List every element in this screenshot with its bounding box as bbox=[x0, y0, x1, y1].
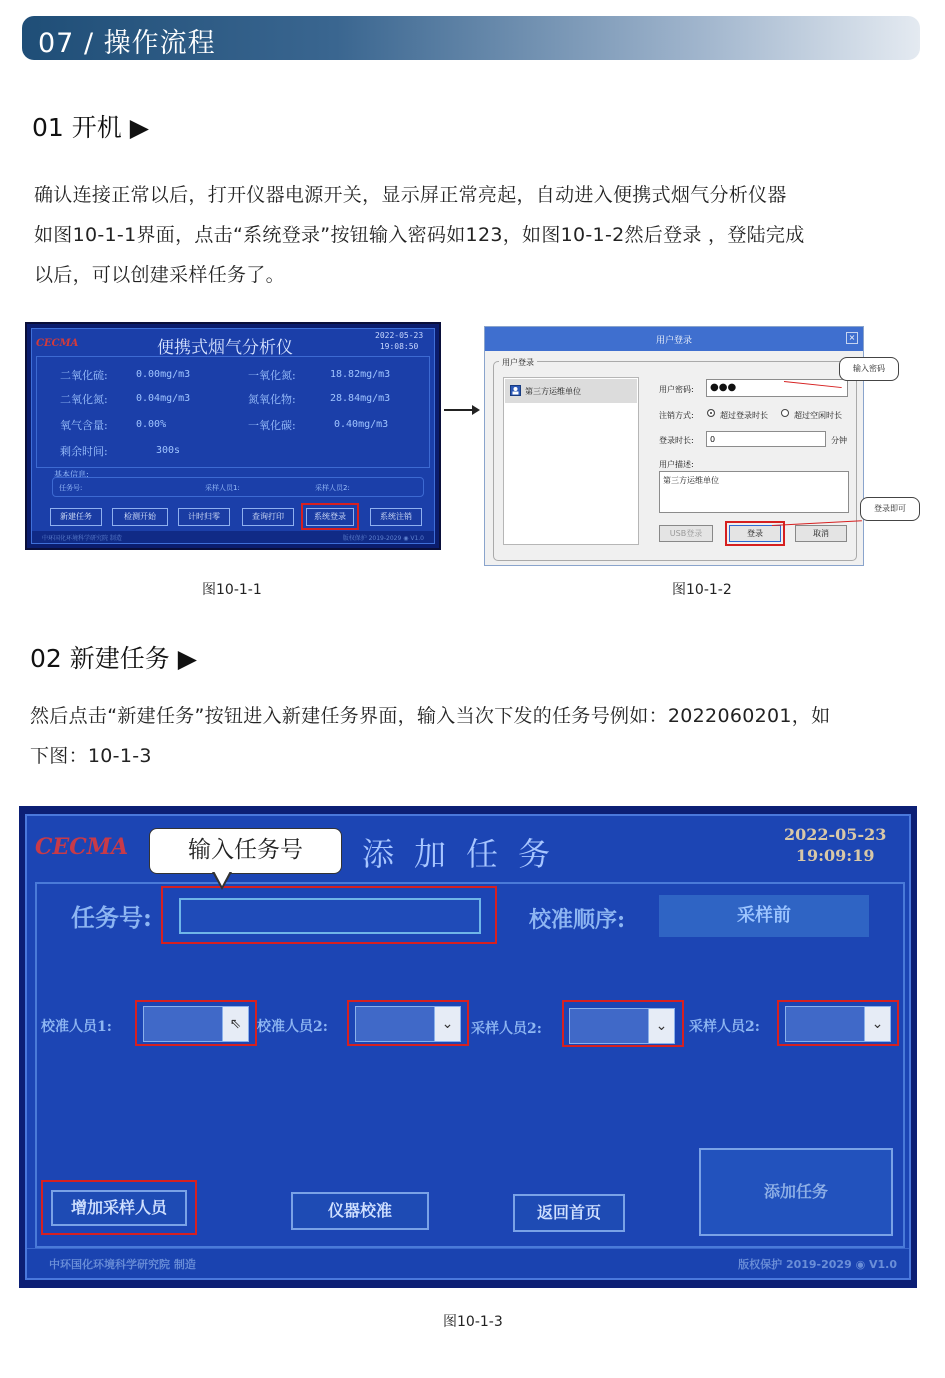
reading-value: 0.40mg/m3 bbox=[334, 419, 389, 430]
reading-label: 二氧化硫: bbox=[60, 369, 108, 382]
add-task-button[interactable]: 添加任务 bbox=[699, 1148, 893, 1236]
reading-value: 0.00% bbox=[136, 419, 167, 430]
analyzer-screen-frame bbox=[31, 328, 435, 544]
calibrator-1-label: 校准人员1: bbox=[41, 1019, 112, 1035]
system-logout-button[interactable]: 系统注销 bbox=[370, 508, 422, 526]
login-highlight-box bbox=[301, 503, 359, 530]
step1-heading: 01 开机 ▶ bbox=[32, 113, 149, 142]
task-number-highlight bbox=[161, 886, 497, 944]
radio-idle-duration[interactable] bbox=[781, 409, 789, 417]
screen-title: 便携式烟气分析仪 bbox=[157, 338, 293, 358]
remaining-time-label: 剩余时间: bbox=[60, 445, 108, 458]
chevron-down-icon: ⌄ bbox=[648, 1009, 674, 1043]
radio-login-duration[interactable] bbox=[707, 409, 715, 417]
add-task-screen-frame bbox=[25, 814, 911, 1280]
description-textarea[interactable]: 第三方运维单位 bbox=[659, 471, 849, 513]
callout-tail-fill bbox=[214, 871, 230, 886]
date-text: 2022-05-23 bbox=[375, 331, 424, 340]
chevron-down-icon: ⌄ bbox=[864, 1007, 890, 1041]
close-icon[interactable]: × bbox=[846, 332, 858, 344]
reading-label: 一氧化氮: bbox=[248, 369, 296, 382]
calibration-order-label: 校准顺序: bbox=[529, 907, 626, 933]
footer-copyright: 版权保护 2019-2029 ◉ V1.0 bbox=[738, 1258, 897, 1271]
fig2-caption: 图10-1-2 bbox=[672, 582, 732, 598]
step2-line-2: 下图：10-1-3 bbox=[30, 745, 152, 767]
user-list[interactable] bbox=[503, 377, 639, 545]
brand-logo: CECMA bbox=[35, 834, 129, 860]
time-text: 19:08:50 bbox=[379, 342, 419, 351]
password-label: 用户密码: bbox=[659, 385, 694, 394]
add-task-screen bbox=[19, 806, 917, 1288]
duration-label: 登录时长: bbox=[659, 436, 694, 445]
start-test-button[interactable]: 检测开始 bbox=[112, 508, 168, 526]
reading-value: 18.82mg/m3 bbox=[330, 369, 391, 380]
login-button[interactable]: 登录 bbox=[729, 525, 781, 542]
add-sampler-highlight bbox=[41, 1180, 197, 1235]
task-number-callout: 输入任务号 bbox=[149, 828, 342, 874]
footer-maker: 中环国化环境科学研究院 制造 bbox=[42, 535, 122, 542]
radio-login-duration-label: 超过登录时长 bbox=[720, 411, 768, 420]
screen-footer bbox=[27, 1248, 909, 1278]
fig3-caption: 图10-1-3 bbox=[443, 1314, 503, 1330]
password-input[interactable]: ●●● bbox=[706, 379, 848, 397]
datetime-display bbox=[784, 824, 886, 866]
datetime-display bbox=[375, 330, 423, 352]
step1-line-2: 如图10-1-1界面，点击“系统登录”按钮输入密码如123，如图10-1-2然后登录 ，登陆完成 bbox=[34, 224, 805, 246]
reading-value: 28.84mg/m3 bbox=[330, 393, 391, 404]
step2-paragraph bbox=[30, 696, 930, 776]
instrument-calibration-button[interactable]: 仪器校准 bbox=[291, 1192, 429, 1230]
calibrator-1-highlight bbox=[135, 1000, 257, 1046]
back-home-button[interactable]: 返回首页 bbox=[513, 1194, 625, 1232]
duration-unit: 分钟 bbox=[831, 436, 847, 445]
right-arrow-icon bbox=[444, 409, 478, 411]
basic-info-box bbox=[52, 477, 424, 497]
step1-line-1: 确认连接正常以后，打开仪器电源开关，显示屏正常亮起，自动进入便携式烟气分析仪器 bbox=[34, 184, 787, 206]
reading-label: 一氧化碳: bbox=[248, 419, 296, 432]
brand-logo: CECMA bbox=[36, 338, 79, 349]
user-list-item[interactable] bbox=[505, 379, 637, 403]
calibrator-2-highlight bbox=[347, 1000, 469, 1046]
reading-label: 二氧化氮: bbox=[60, 393, 108, 406]
description-label: 用户描述: bbox=[659, 460, 694, 469]
reading-value: 0.04mg/m3 bbox=[136, 393, 191, 404]
group-title: 用户登录 bbox=[499, 357, 537, 368]
info-task-number: 任务号: bbox=[59, 484, 83, 492]
step2-line-1: 然后点击“新建任务”按钮进入新建任务界面，输入当次下发的任务号例如：2022060201，如 bbox=[30, 705, 831, 727]
reading-label: 氮氧化物: bbox=[248, 393, 296, 406]
step1-paragraph bbox=[34, 175, 914, 295]
logout-mode-label: 注销方式: bbox=[659, 411, 694, 420]
calibrator-2-label: 校准人员2: bbox=[257, 1019, 328, 1035]
calibration-order-value[interactable]: 采样前 bbox=[659, 895, 869, 937]
reset-timer-button[interactable]: 计时归零 bbox=[178, 508, 230, 526]
system-login-button[interactable]: 系统登录 bbox=[306, 508, 354, 526]
dialog-titlebar bbox=[485, 327, 863, 351]
sampler-1-label: 采样人员2: bbox=[471, 1021, 542, 1037]
radio-idle-duration-label: 超过空闲时长 bbox=[794, 411, 842, 420]
sampler-2-highlight bbox=[777, 1000, 899, 1046]
screen-footer bbox=[32, 531, 434, 543]
sampler-1-highlight bbox=[562, 1000, 684, 1047]
section-header bbox=[22, 16, 920, 60]
fig1-caption: 图10-1-1 bbox=[202, 582, 262, 598]
time-text: 19:09:19 bbox=[795, 846, 875, 865]
analyzer-home-screen bbox=[25, 322, 441, 550]
screen-title: 添加任务 bbox=[362, 835, 571, 873]
info-sampler-1: 采样人员1: bbox=[205, 484, 240, 492]
date-text: 2022-05-23 bbox=[784, 825, 887, 844]
section-title: 07 / 操作流程 bbox=[38, 28, 216, 59]
footer-copyright: 版权保护 2019-2029 ◉ V1.0 bbox=[342, 535, 424, 542]
step2-heading: 02 新建任务 ▶ bbox=[30, 644, 197, 673]
cursor-icon: ⇖ bbox=[222, 1007, 248, 1041]
step1-line-3: 以后，可以创建采样任务了。 bbox=[34, 264, 285, 286]
reading-value: 0.00mg/m3 bbox=[136, 369, 191, 380]
add-sampler-button[interactable]: 增加采样人员 bbox=[51, 1190, 187, 1226]
dialog-title: 用户登录 bbox=[655, 336, 692, 346]
cancel-button[interactable]: 取消 bbox=[795, 525, 847, 542]
usb-login-button[interactable]: USB登录 bbox=[659, 525, 713, 542]
login-dialog bbox=[484, 326, 864, 566]
query-print-button[interactable]: 查询打印 bbox=[242, 508, 294, 526]
password-callout: 输入密码 bbox=[839, 357, 899, 381]
chevron-down-icon: ⌄ bbox=[434, 1007, 460, 1041]
info-sampler-2: 采样人员2: bbox=[315, 484, 350, 492]
task-number-label: 任务号: bbox=[71, 903, 152, 932]
sampler-2-label: 采样人员2: bbox=[689, 1019, 760, 1035]
reading-label: 氧气含量: bbox=[60, 419, 108, 432]
footer-maker: 中环国化环境科学研究院 制造 bbox=[49, 1258, 196, 1271]
duration-input[interactable]: 0 bbox=[706, 431, 826, 447]
remaining-time-value: 300s bbox=[156, 445, 181, 456]
basic-info-title: 基本信息: bbox=[54, 470, 89, 479]
user-list-item-label: 第三方运维单位 bbox=[525, 387, 581, 396]
new-task-button[interactable]: 新建任务 bbox=[50, 508, 102, 526]
login-callout: 登录即可 bbox=[860, 497, 920, 521]
user-icon bbox=[510, 385, 521, 396]
